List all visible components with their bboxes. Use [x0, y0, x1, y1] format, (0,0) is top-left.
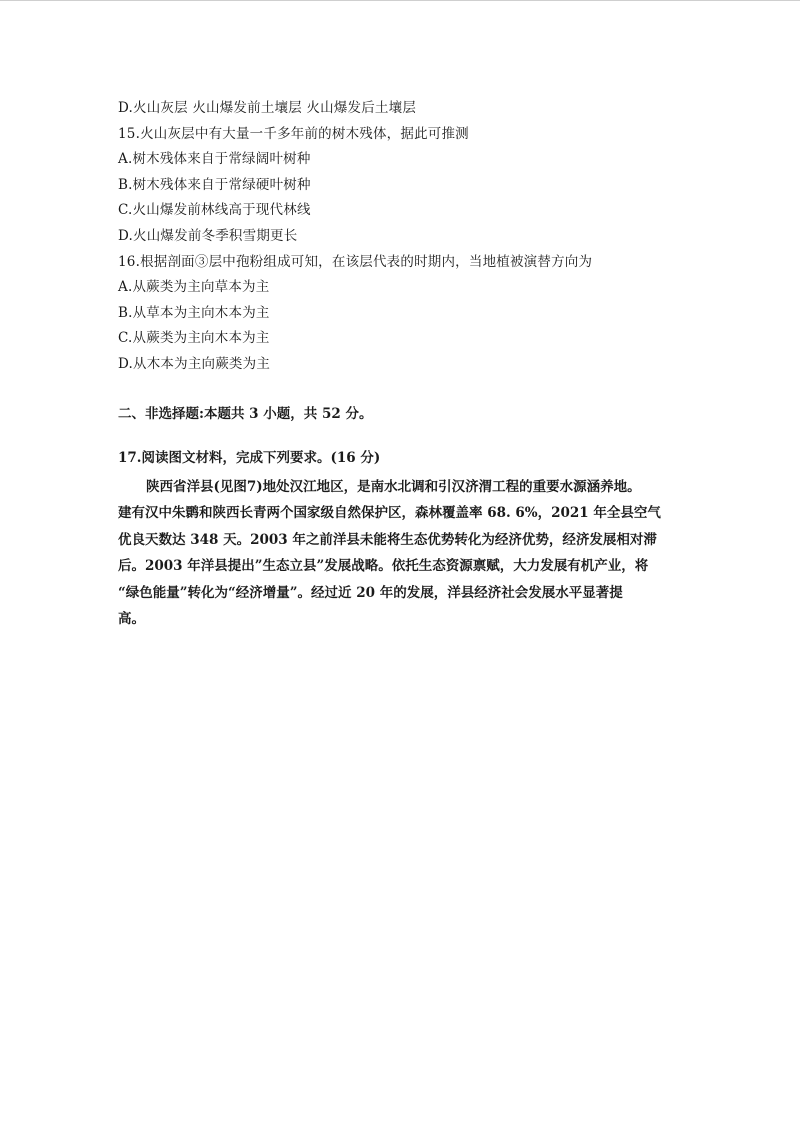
q16-option-d: D.从木本为主向蕨类为主: [118, 355, 271, 372]
q17-material-line: 高。: [118, 611, 145, 628]
q16-option-b: B.从草本为主向木本为主: [118, 304, 270, 321]
q15-option-a: A.树木残体来自于常绿阔叶树种: [118, 151, 311, 168]
q16-option-a: A.从蕨类为主向草本为主: [118, 279, 270, 296]
q17-material-line: 陕西省洋县(见图7)地处汉江地区，是南水北调和引汉济渭工程的重要水源涵养地。: [146, 478, 641, 495]
q17-title: 17.阅读图文材料，完成下列要求。(16 分): [118, 449, 381, 466]
q16-stem: 16.根据剖面③层中孢粉组成可知，在该层代表的时期内，当地植被演替方向为: [118, 253, 593, 270]
q15-option-b: B.树木残体来自于常绿硬叶树种: [118, 176, 311, 193]
question-16: [118, 250, 718, 378]
top-border-line: [0, 0, 800, 1]
q17-material-line: 后。2003 年洋县提出”生态立县”发展战略。依托生态资源禀赋，大力发展有机产业，将: [118, 558, 649, 575]
section-2-title: 二、非选择题:本题共 3 小题，共 52 分。: [118, 405, 373, 422]
q15-option-c: C.火山爆发前林线高于现代林线: [118, 202, 311, 219]
page-content: [118, 96, 718, 633]
q17-material: [118, 474, 678, 633]
q17-material-line: “绿色能量”转化为“经济增量”。经过近 20 年的发展，洋县经济社会发展水平显著提: [118, 584, 623, 601]
q14-option-d: D.火山灰层 火山爆发前土壤层 火山爆发后土壤层: [118, 100, 417, 116]
q17-material-line: 建有汉中朱鹮和陕西长青两个国家级自然保护区，森林覆盖率 68. 6%，2021 年全县空气: [118, 505, 661, 522]
question-14-tail: [118, 96, 718, 122]
q17-material-line: 优良天数达 348 天。2003 年之前洋县未能将生态优势转化为经济优势，经济发展相对滞: [118, 531, 657, 548]
question-15: [118, 122, 718, 250]
q15-option-d: D.火山爆发前冬季积雪期更长: [118, 227, 298, 244]
q15-stem: 15.火山灰层中有大量一千多年前的树木残体，据此可推测: [118, 125, 469, 142]
q16-option-c: C.从蕨类为主向木本为主: [118, 330, 270, 347]
